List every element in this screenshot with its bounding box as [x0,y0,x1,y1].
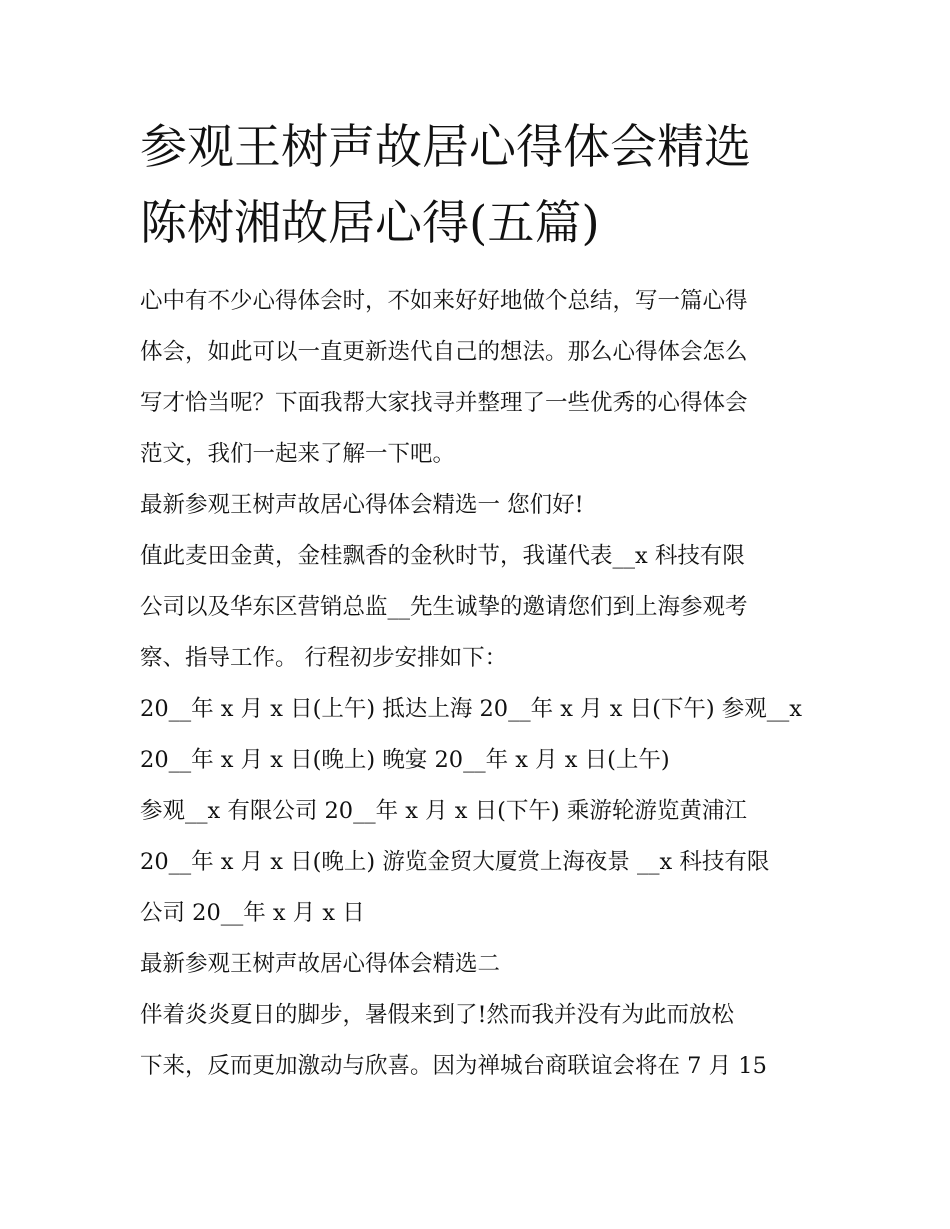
schedule-line: 公司 20__年 x 月 x 日 [140,900,365,926]
title-line: 参观王树声故居心得体会精选 [140,120,751,175]
schedule-line: 20__年 x 月 x 日(上午) 抵达上海 20__年 x 月 x 日(下午) 参观__x [140,696,802,722]
paragraph-line: 值此麦田金黄，金桂飘香的金秋时节，我谨代表__x 科技有限 [140,543,745,569]
document-body [140,276,830,1092]
paragraph-line: 公司以及华东区营销总监__先生诚挚的邀请您们到上海参观考 [140,594,748,620]
paragraph-line: 下来，反而更加激动与欣喜。因为禅城台商联谊会将在 7 月 15 [140,1053,767,1079]
schedule-line: 参观__x 有限公司 20__年 x 月 x 日(下午) 乘游轮游览黄浦江 [140,798,747,824]
schedule-line: 20__年 x 月 x 日(晚上) 游览金贸大厦赏上海夜景 __x 科技有限 [140,849,770,875]
paragraph-line: 察、指导工作。 行程初步安排如下： [140,645,508,671]
schedule-line: 20__年 x 月 x 日(晚上) 晚宴 20__年 x 月 x 日(上午) [140,747,670,773]
intro-line: 写才恰当呢？下面我帮大家找寻并整理了一些优秀的心得体会 [140,390,748,416]
document-title [140,110,840,262]
section-heading-2: 最新参观王树声故居心得体会精选二 [140,951,501,977]
intro-line: 范文，我们一起来了解一下吧。 [140,441,456,467]
title-line: 陈树湘故居心得(五篇) [140,196,600,251]
intro-line: 体会，如此可以一直更新迭代自己的想法。那么心得体会怎么 [140,339,748,365]
intro-line: 心中有不少心得体会时，不如来好好地做个总结，写一篇心得 [140,288,748,314]
section-heading-1: 最新参观王树声故居心得体会精选一 您们好! [140,492,584,518]
paragraph-line: 伴着炎炎夏日的脚步，暑假来到了!然而我并没有为此而放松 [140,1002,735,1028]
